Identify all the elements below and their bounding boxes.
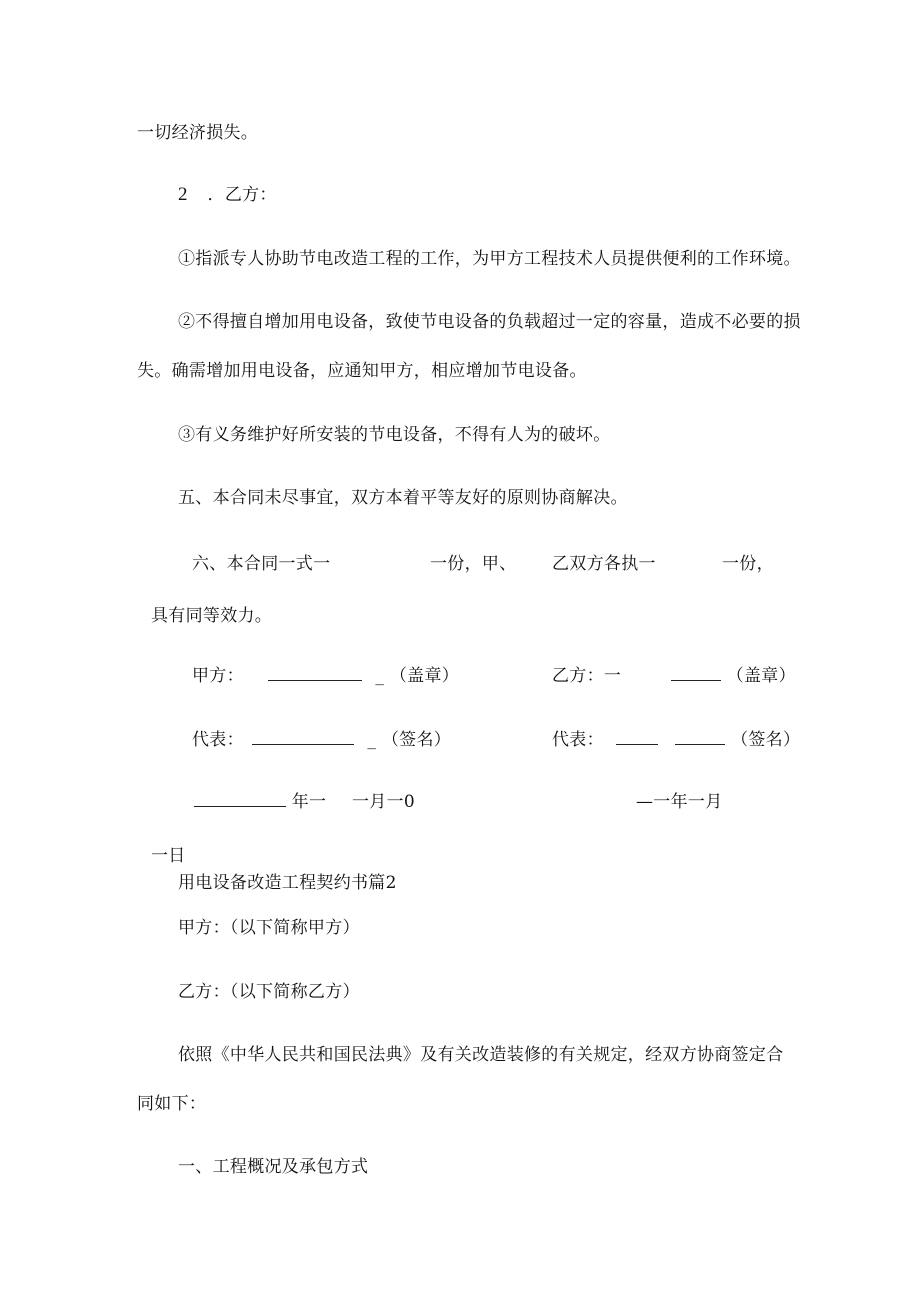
date-text: 年一 bbox=[291, 792, 327, 812]
party-a-seal-line bbox=[192, 665, 459, 687]
date-text: 一月一0 bbox=[352, 792, 416, 812]
party-b-definition: 乙方：（以下简称乙方） bbox=[178, 982, 360, 1002]
section-title: 用电设备改造工程契约书篇2 bbox=[178, 873, 397, 893]
paragraph-text: ①指派专人协助节电改造工程的工作，为甲方工程技术人员提供便利的工作环境。 bbox=[178, 249, 801, 269]
clause-text: 乙双方各执一 bbox=[552, 554, 656, 574]
clause-text: 一份，甲、 bbox=[430, 554, 517, 574]
date-b-line: —一年一月 bbox=[636, 792, 723, 812]
clause-heading bbox=[178, 184, 277, 206]
seal-label: （盖章） bbox=[726, 666, 796, 686]
date-day: 一日 bbox=[151, 846, 186, 866]
date-a-line bbox=[194, 791, 326, 813]
paragraph-text: 失。确需增加用电设备，应通知甲方，相应增加节电设备。 bbox=[137, 361, 587, 381]
party-a-blank bbox=[268, 665, 362, 681]
paragraph-text: 依照《中华人民共和国民法典》及有关改造装修的有关规定，经双方协商签定合 bbox=[178, 1045, 784, 1065]
paragraph-text: 五、本合同未尽事宜，双方本着平等友好的原则协商解决。 bbox=[178, 488, 628, 508]
party-a-label: 甲方： bbox=[192, 666, 244, 686]
rep-b-blank-2 bbox=[675, 729, 725, 745]
paragraph-text: ③有义务维护好所安装的节电设备，不得有人为的破坏。 bbox=[178, 425, 611, 445]
seal-label: （盖章） bbox=[389, 666, 460, 686]
rep-a-label: 代表： bbox=[192, 730, 244, 750]
party-b-seal-line bbox=[552, 665, 796, 687]
clause-text: 一份， bbox=[722, 554, 774, 574]
clause-text: 具有同等效力。 bbox=[151, 606, 273, 626]
rep-a-sign-line bbox=[192, 729, 451, 751]
rep-b-label: 代表： bbox=[552, 730, 604, 750]
signature-label: （签名） bbox=[731, 730, 801, 750]
separator: _ bbox=[367, 730, 377, 750]
rep-b-blank-1 bbox=[616, 729, 658, 745]
section-heading: 一、工程概况及承包方式 bbox=[178, 1157, 369, 1177]
party-b-label: 乙方：一 bbox=[552, 666, 622, 686]
clause-number: 2 bbox=[178, 184, 188, 205]
rep-a-blank bbox=[252, 729, 354, 745]
clause-label: ．乙方： bbox=[207, 185, 277, 205]
separator: _ bbox=[375, 666, 385, 686]
party-b-blank bbox=[671, 665, 721, 681]
paragraph-text: ②不得擅自增加用电设备，致使节电设备的负载超过一定的容量，造成不必要的损 bbox=[178, 312, 801, 332]
year-blank bbox=[194, 791, 286, 807]
clause-text: 六、本合同一式一 bbox=[192, 554, 331, 574]
paragraph-text: 同如下： bbox=[137, 1094, 207, 1114]
party-a-definition: 甲方：（以下简称甲方） bbox=[178, 918, 360, 938]
paragraph-text: 一切经济损失。 bbox=[137, 123, 259, 143]
signature-label: （签名） bbox=[381, 730, 452, 750]
rep-b-sign-line bbox=[552, 729, 800, 751]
